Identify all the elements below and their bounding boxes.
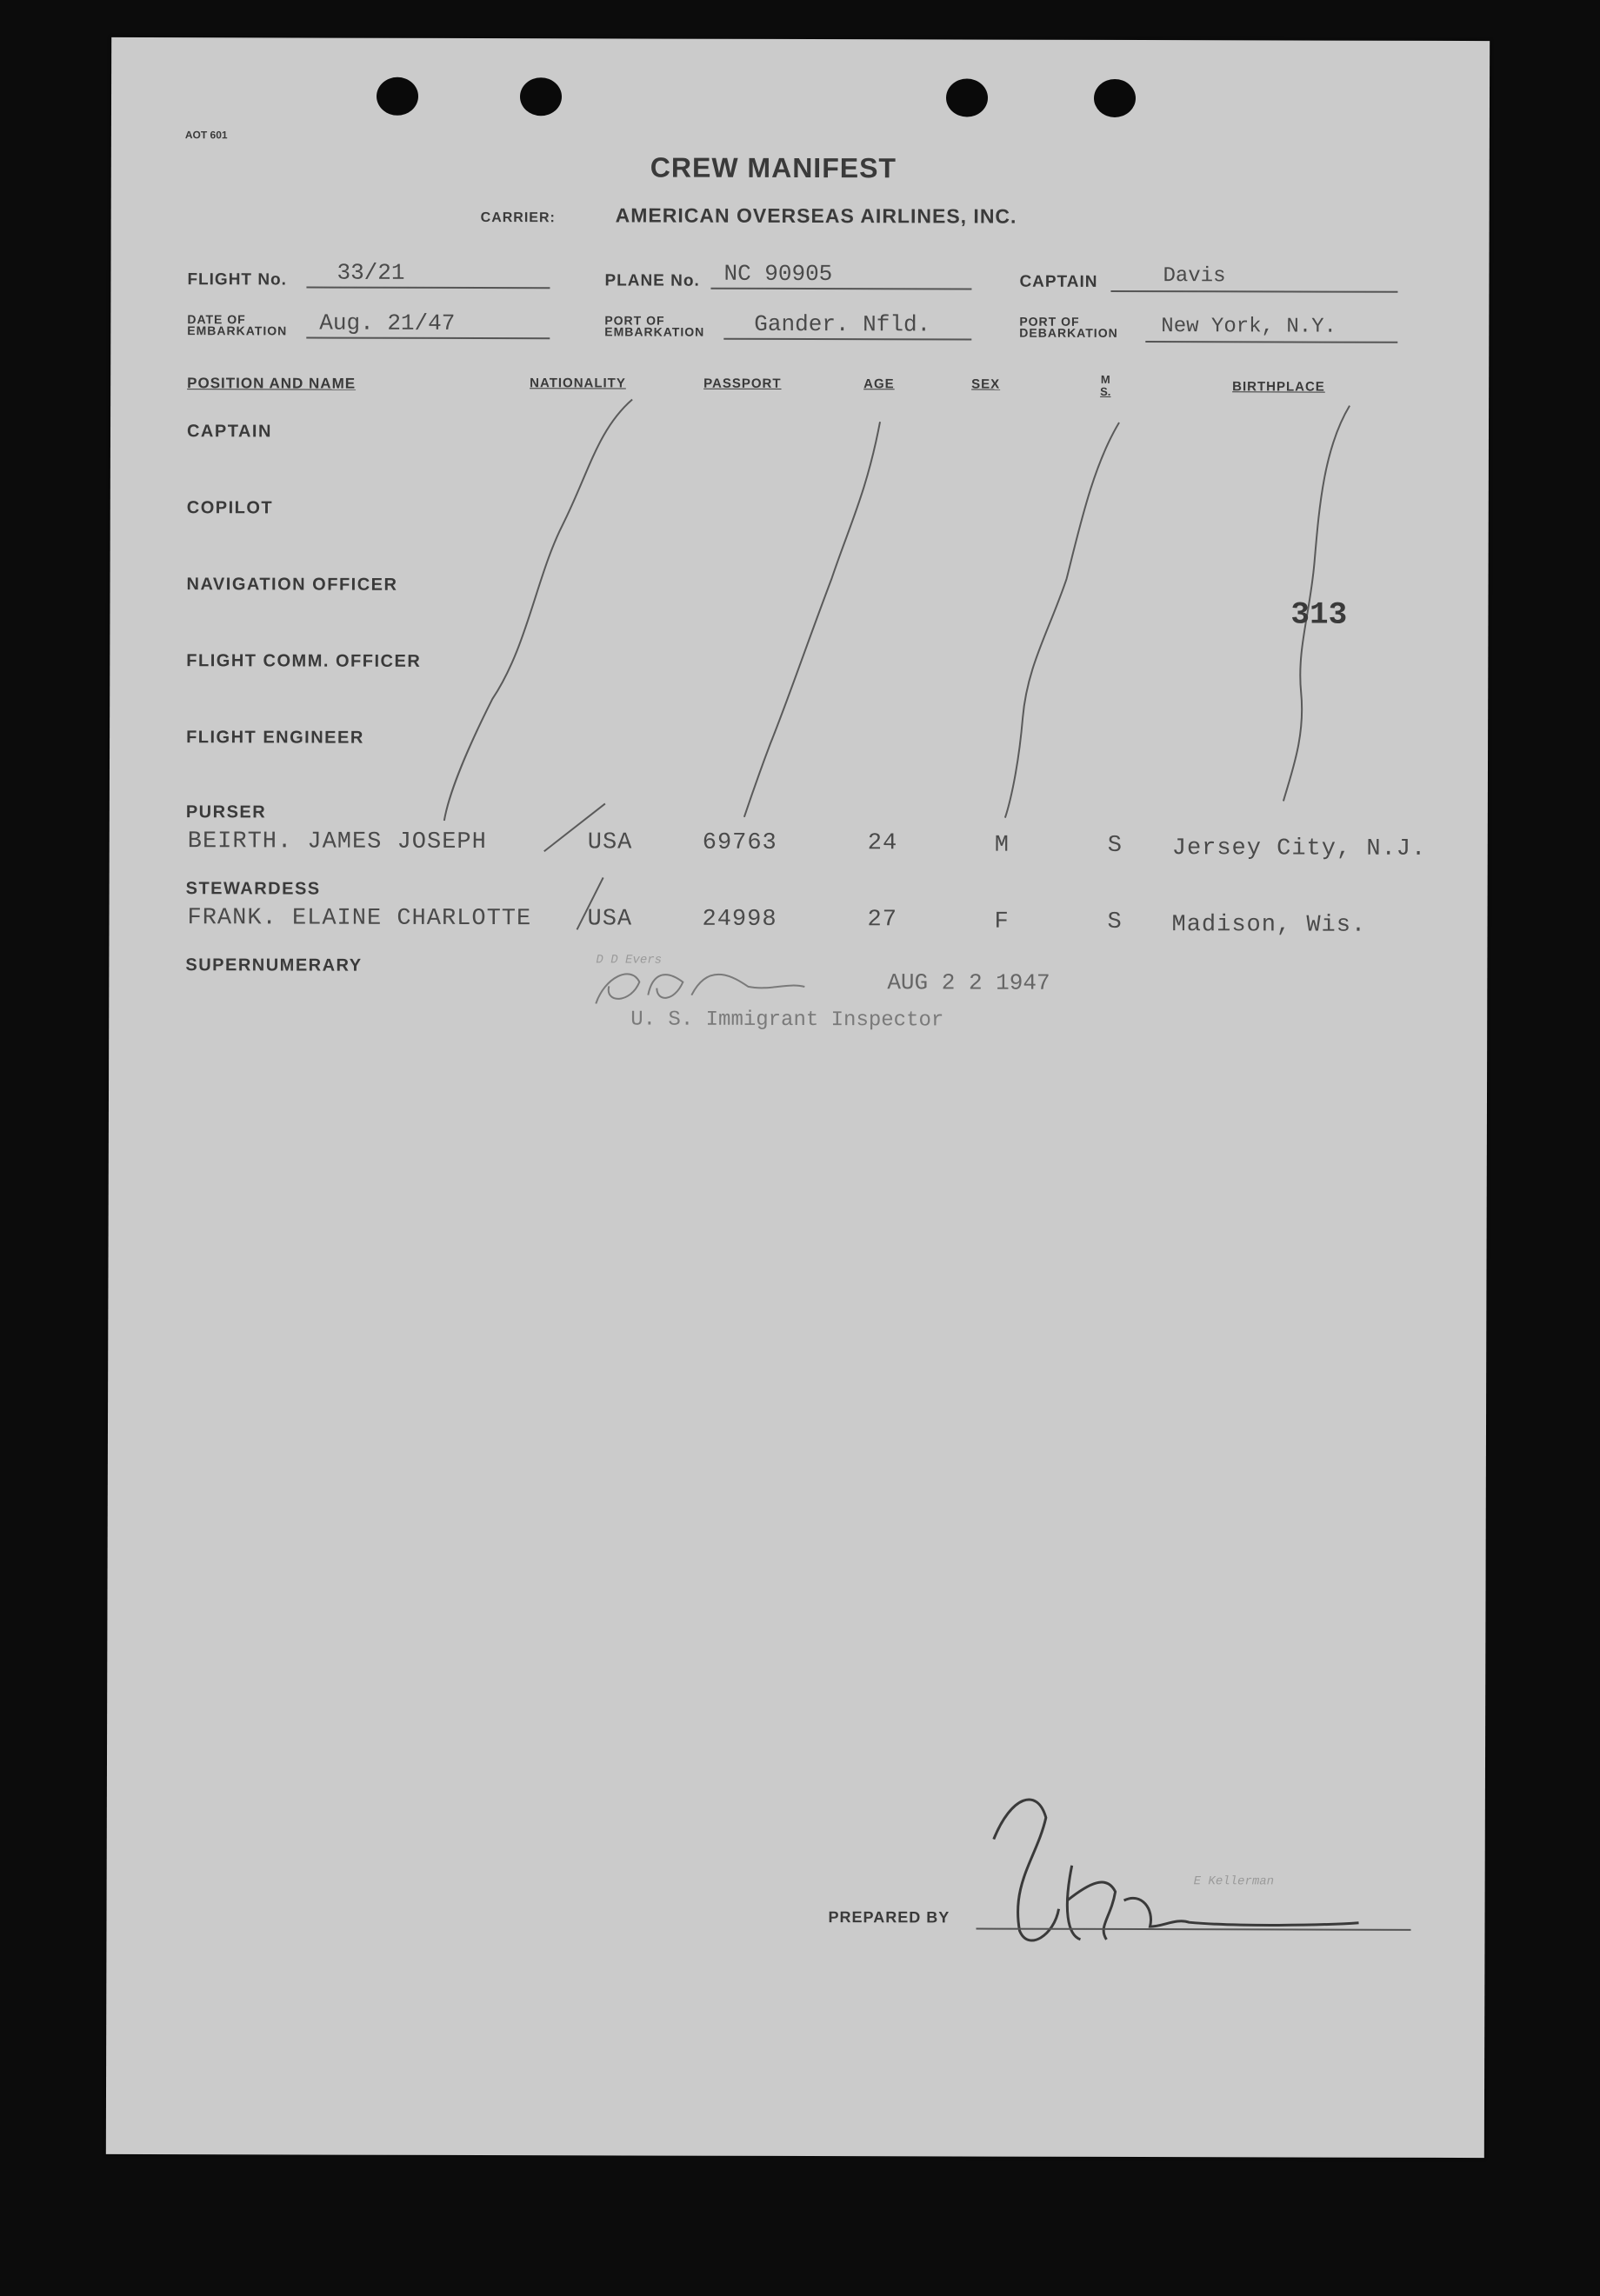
- purser-birthplace: Jersey City, N.J.: [1171, 835, 1427, 862]
- inspector-signature-mark: [596, 974, 804, 1004]
- stamp-date: AUG 2 2 1947: [887, 969, 1050, 996]
- ditto-line-nationality: [444, 399, 632, 822]
- ditto-line-ms: [1005, 423, 1119, 818]
- stewardess-passport: 24998: [702, 906, 777, 933]
- port-debarkation-label-line1: PORT OF: [1019, 314, 1080, 329]
- manifest-number: 313: [1290, 596, 1348, 633]
- purser-marital-status: S: [1107, 832, 1123, 859]
- form-code: AOT 601: [184, 129, 228, 142]
- position-captain: CAPTAIN: [186, 422, 272, 442]
- stamp-title: U. S. Immigrant Inspector: [630, 1008, 944, 1033]
- stewardess-name: FRANK. ELAINE CHARLOTTE: [187, 905, 532, 933]
- preparer-signature-mark: [993, 1800, 1358, 1941]
- ditto-tick-purser: [544, 803, 605, 851]
- header-birthplace: BIRTHPLACE: [1232, 379, 1325, 395]
- carrier-label: CARRIER:: [480, 210, 556, 226]
- header-position-name: POSITION AND NAME: [187, 375, 357, 392]
- prepared-by-label: PREPARED BY: [828, 1908, 950, 1927]
- purser-passport: 69763: [702, 829, 777, 856]
- manifest-sheet: [106, 37, 1490, 2158]
- header-ms-top: M: [1100, 372, 1110, 386]
- port-embarkation-value: Gander. Nfld.: [754, 310, 931, 338]
- port-embarkation-label-line2: EMBARKATION: [604, 324, 705, 339]
- ditto-tick-stewardess: [577, 877, 603, 929]
- purser-nationality: USA: [587, 829, 633, 856]
- captain-value: Davis: [1163, 264, 1226, 289]
- purser-sex: M: [994, 832, 1010, 859]
- port-debarkation-value: New York, N.Y.: [1161, 315, 1337, 339]
- position-stewardess: STEWARDESS: [185, 879, 321, 899]
- embarkation-date-value: Aug. 21/47: [319, 309, 456, 336]
- purser-age: 24: [867, 830, 898, 857]
- embarkation-date-label-line1: DATE OF: [187, 312, 246, 327]
- stewardess-age: 27: [867, 907, 897, 934]
- captain-label: CAPTAIN: [1019, 272, 1098, 291]
- flight-no-value: 33/21: [337, 259, 405, 286]
- header-passport: PASSPORT: [703, 376, 782, 391]
- stewardess-nationality: USA: [587, 906, 633, 933]
- header-nationality: NATIONALITY: [530, 376, 626, 391]
- preparer-signature: E Kellerman: [1193, 1874, 1275, 1889]
- header-sex: SEX: [971, 376, 1001, 392]
- flight-no-label: FLIGHT No.: [187, 270, 287, 289]
- header-ms-bottom: S.: [1100, 384, 1111, 398]
- position-purser: PURSER: [185, 802, 267, 822]
- ditto-line-passport: [744, 422, 880, 817]
- plane-no-label: PLANE No.: [604, 271, 700, 290]
- position-supernumerary: SUPERNUMERARY: [185, 955, 363, 975]
- port-debarkation-label-line2: DEBARKATION: [1019, 325, 1118, 340]
- purser-name: BEIRTH. JAMES JOSEPH: [187, 829, 487, 856]
- page-title: CREW MANIFEST: [650, 151, 897, 184]
- stewardess-marital-status: S: [1107, 908, 1123, 935]
- inspector-signature: D D Evers: [596, 953, 663, 968]
- header-age: AGE: [863, 376, 895, 392]
- embarkation-date-label-line2: EMBARKATION: [187, 323, 288, 338]
- position-flight-engineer: FLIGHT ENGINEER: [186, 728, 364, 748]
- position-copilot: COPILOT: [186, 498, 274, 518]
- stewardess-birthplace: Madison, Wis.: [1171, 912, 1367, 939]
- plane-no-value: NC 90905: [723, 260, 833, 288]
- stewardess-sex: F: [994, 908, 1010, 935]
- position-flight-comm-officer: FLIGHT COMM. OFFICER: [186, 651, 422, 671]
- carrier-name: AMERICAN OVERSEAS AIRLINES, INC.: [615, 203, 1017, 228]
- port-embarkation-label-line1: PORT OF: [604, 313, 665, 328]
- handwriting-marks: [106, 37, 1490, 2158]
- position-navigation-officer: NAVIGATION OFFICER: [186, 575, 398, 595]
